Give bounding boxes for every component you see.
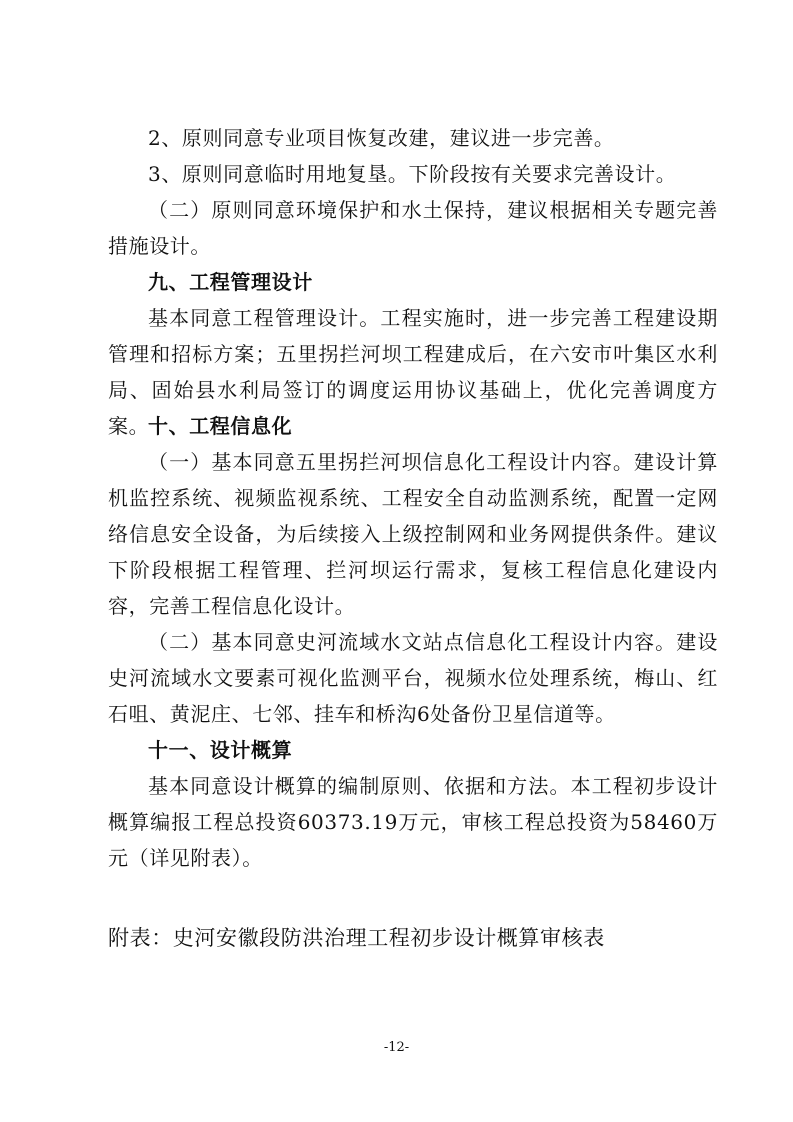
section-10-heading: 十、工程信息化 <box>148 414 293 438</box>
page-number: -12- <box>383 1040 410 1055</box>
paragraph-item-3: 3、原则同意临时用地复垦。下阶段按有关要求完善设计。 <box>148 162 677 186</box>
paragraph-environment: （二）原则同意环境保护和水土保持，建议根据相关专题完善措施设计。 <box>108 198 718 258</box>
section-10-paragraph-1: （一）基本同意五里拐拦河坝信息化工程设计内容。建设计算机监控系统、视频监视系统、工程安全自动监测系统，配置一定网络信息安全设备，为后续接入上级控制网和业务网提供条件。建议下阶段根据工程管理、拦河坝运行需求，复核工程信息化建设内容，完善工程信息化设计。 <box>108 450 718 618</box>
attachment-line: 附表：史河安徽段防洪治理工程初步设计概算审核表 <box>108 926 605 950</box>
section-9-body: 基本同意工程管理设计。工程实施时，进一步完善工程建设期管理和招标方案；五里拐拦河坝工程建成后，在六安市叶集区水利局、固始县水利局签订的调度运用协议基础上，优化完善调度方案。 <box>108 306 718 438</box>
section-10-paragraph-2: （二）基本同意史河流域水文站点信息化工程设计内容。建设史河流域水文要素可视化监测平台，视频水位处理系统，梅山、红石咀、黄泥庄、七邻、挂车和桥沟6处备份卫星信道等。 <box>108 630 718 726</box>
section-9-heading: 九、工程管理设计 <box>148 270 313 294</box>
section-11-body: 基本同意设计概算的编制原则、依据和方法。本工程初步设计概算编报工程总投资60373.19万元，审核工程总投资为58460万元（详见附表）。 <box>108 774 718 870</box>
paragraph-item-2: 2、原则同意专业项目恢复改建，建议进一步完善。 <box>148 126 615 150</box>
section-11-heading: 十一、设计概算 <box>148 738 293 762</box>
